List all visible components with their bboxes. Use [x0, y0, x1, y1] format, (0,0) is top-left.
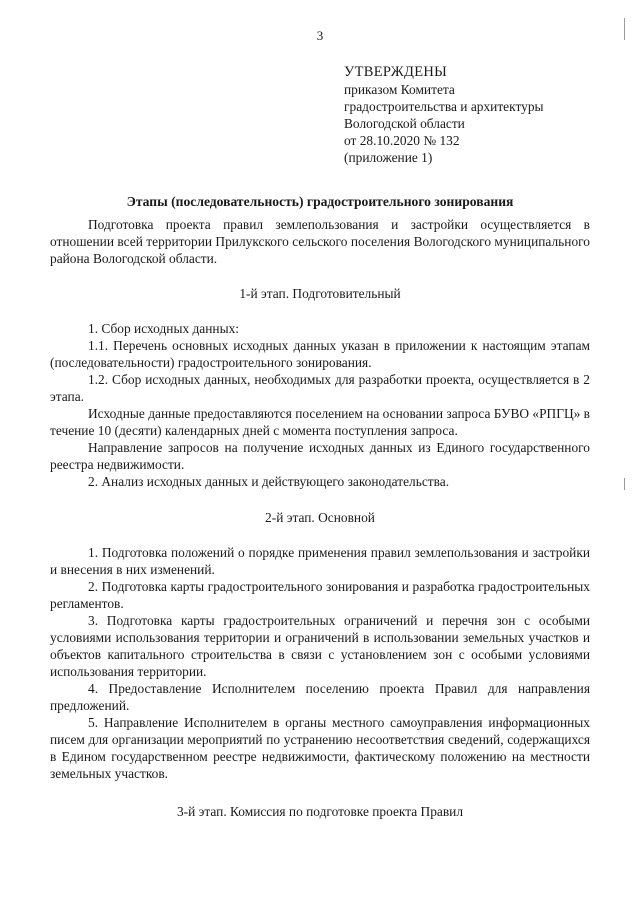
approval-heading: УТВЕРЖДЕНЫ — [344, 64, 448, 80]
document-title: Этапы (последовательность) градостроительного зонирования — [126, 194, 514, 209]
stage-1-item: 2. Анализ исходных данных и действующего законодательства. — [88, 474, 450, 489]
stage-1-item: 1.1. Перечень основных исходных данных указан в приложении к настоящим этапам (последовательности) градостроительного зонирования. — [50, 338, 590, 370]
stage-1-item: Исходные данные предоставляются поселением на основании запроса БУВО «РПГЦ» в течение 10 (десяти) календарных дней с момента поступления запроса. — [50, 406, 591, 438]
approval-line: градостроительства и архитектуры — [344, 99, 544, 114]
stage-1-heading: 1-й этап. Подготовительный — [239, 286, 401, 301]
approval-line: (приложение 1) — [344, 150, 433, 165]
stage-2-item: 1. Подготовка положений о порядке применения правил землепользования и застройки и внесения в них изменений. — [50, 545, 590, 577]
scan-artifact — [624, 18, 625, 40]
approval-line: приказом Комитета — [344, 82, 455, 97]
stage-1-item: Направление запросов на получение исходных данных из Единого государственного реестра недвижимости. — [50, 440, 590, 472]
stage-1-item: 1. Сбор исходных данных: — [88, 321, 239, 336]
intro-paragraph: Подготовка проекта правил землепользования и застройки осуществляется в отношении всей территории Прилукского сельского поселения Вологодского муниципального района Вологодской области. — [50, 217, 590, 266]
stage-1-item: 1.2. Сбор исходных данных, необходимых для разработки проекта, осуществляется в 2 этапа. — [50, 372, 590, 404]
approval-line: Вологодской области — [344, 116, 465, 131]
page-number: 3 — [316, 28, 324, 43]
stage-3-heading: 3-й этап. Комиссия по подготовке проекта Правил — [176, 804, 464, 819]
stage-2-item: 2. Подготовка карты градостроительного зонирования и разработка градостроительных регламентов. — [50, 579, 590, 611]
scan-artifact — [624, 478, 625, 490]
stage-2-item: 5. Направление Исполнителем в органы местного самоуправления информационных писем для организации мероприятий по устранению несоответствия сведений, содержащихся в Едином государственном реестре недвижимости, фактическому положению на местности земельных участков. — [50, 715, 590, 781]
approval-stamp — [344, 64, 604, 166]
approval-date-line: от 28.10.2020 № 132 — [344, 133, 460, 148]
stage-2-item: 4. Предоставление Исполнителем поселению проекта Правил для направления предложений. — [50, 681, 590, 713]
stage-2-heading: 2-й этап. Основной — [265, 510, 375, 525]
stage-2-item: 3. Подготовка карты градостроительных ограничений и перечня зон с особыми условиями использования территории и ограничений в использовании земельных участков и объектов капитального строительства в связи с установлением зон с особыми условиями использования территории. — [50, 613, 590, 679]
